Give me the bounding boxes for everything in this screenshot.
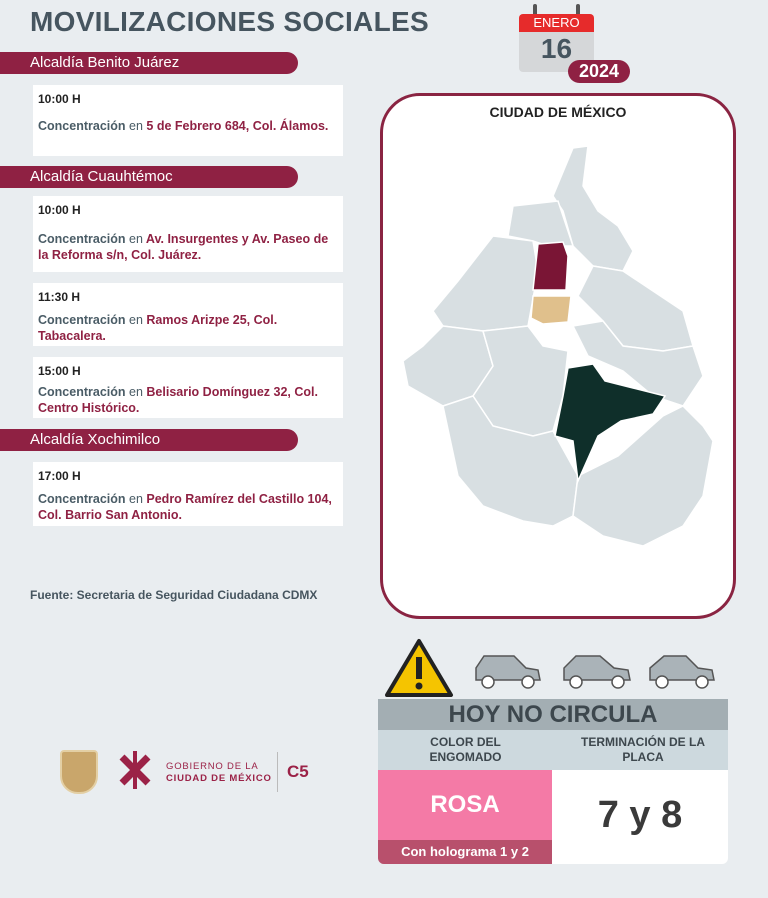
event-card — [33, 85, 343, 156]
event-address: Belisario Domínguez 32, Col. Centro Histórico. — [38, 385, 318, 415]
coat-of-arms-logo — [60, 750, 98, 794]
hologram-note: Con holograma 1 y 2 — [378, 840, 552, 864]
calendar-year: 2024 — [568, 60, 630, 83]
page-title: MOVILIZACIONES SOCIALES — [30, 6, 429, 37]
map-region-cuauhtemoc — [533, 242, 568, 290]
event-time: 17:00 H — [38, 469, 81, 483]
map-region — [433, 236, 538, 331]
event-connector: en — [129, 119, 143, 133]
c5-logo: C5 — [287, 762, 309, 781]
event-type: Concentración — [38, 313, 126, 327]
gov-line2: CIUDAD DE MÉXICO — [166, 773, 272, 784]
event-card — [33, 283, 343, 346]
map-region-benito-juarez — [531, 296, 571, 324]
event-time: 11:30 H — [38, 290, 81, 304]
event-type: Concentración — [38, 385, 126, 399]
event-address: Ramos Arizpe 25, Col. Tabacalera. — [38, 313, 278, 343]
sticker-color: ROSA — [378, 770, 552, 840]
event-card — [33, 357, 343, 418]
event-type: Concentración — [38, 119, 126, 133]
map-panel — [380, 93, 736, 619]
cdmx-map — [383, 96, 733, 616]
event-card — [33, 196, 343, 272]
event-card — [33, 462, 343, 526]
hoy-no-circula-title: HOY NO CIRCULA — [378, 699, 728, 730]
event-connector: en — [129, 385, 143, 399]
event-time: 15:00 H — [38, 364, 81, 378]
cars-icons — [472, 652, 732, 694]
source-note: Fuente: Secretaria de Seguridad Ciudadana CDMX — [30, 588, 318, 602]
event-address: Pedro Ramírez del Castillo 104, Col. Barrio San Antonio. — [38, 492, 332, 522]
warning-icon — [383, 637, 455, 699]
section-header-cuauhtemoc: Alcaldía Cuauhtémoc — [0, 166, 298, 188]
event-type: Concentración — [38, 492, 126, 506]
event-connector: en — [129, 492, 143, 506]
col-header-color: COLOR DEL ENGOMADO — [429, 735, 502, 764]
event-address: 5 de Febrero 684, Col. Álamos. — [146, 119, 329, 133]
event-time: 10:00 H — [38, 92, 81, 106]
col-header-plate: TERMINACIÓN DE LA PLACA — [581, 735, 705, 764]
cdmx-logo-icon — [110, 745, 160, 795]
calendar-day: 16 — [519, 32, 594, 72]
event-address: Av. Insurgentes y Av. Paseo de la Reforma s/n, Col. Juárez. — [38, 232, 329, 262]
plate-endings: 7 y 8 — [552, 770, 728, 864]
calendar-month: ENERO — [519, 14, 594, 32]
event-time: 10:00 H — [38, 203, 81, 217]
event-connector: en — [129, 232, 143, 246]
event-connector: en — [129, 313, 143, 327]
section-header-xochimilco: Alcaldía Xochimilco — [0, 429, 298, 451]
map-title: CIUDAD DE MÉXICO — [489, 104, 627, 120]
hoy-no-circula-headers — [378, 730, 728, 770]
section-header-benito-juarez: Alcaldía Benito Juárez — [0, 52, 298, 74]
gov-logo-text — [166, 761, 272, 785]
divider — [277, 752, 278, 792]
event-type: Concentración — [38, 232, 126, 246]
gov-line1: GOBIERNO DE LA — [166, 761, 259, 772]
